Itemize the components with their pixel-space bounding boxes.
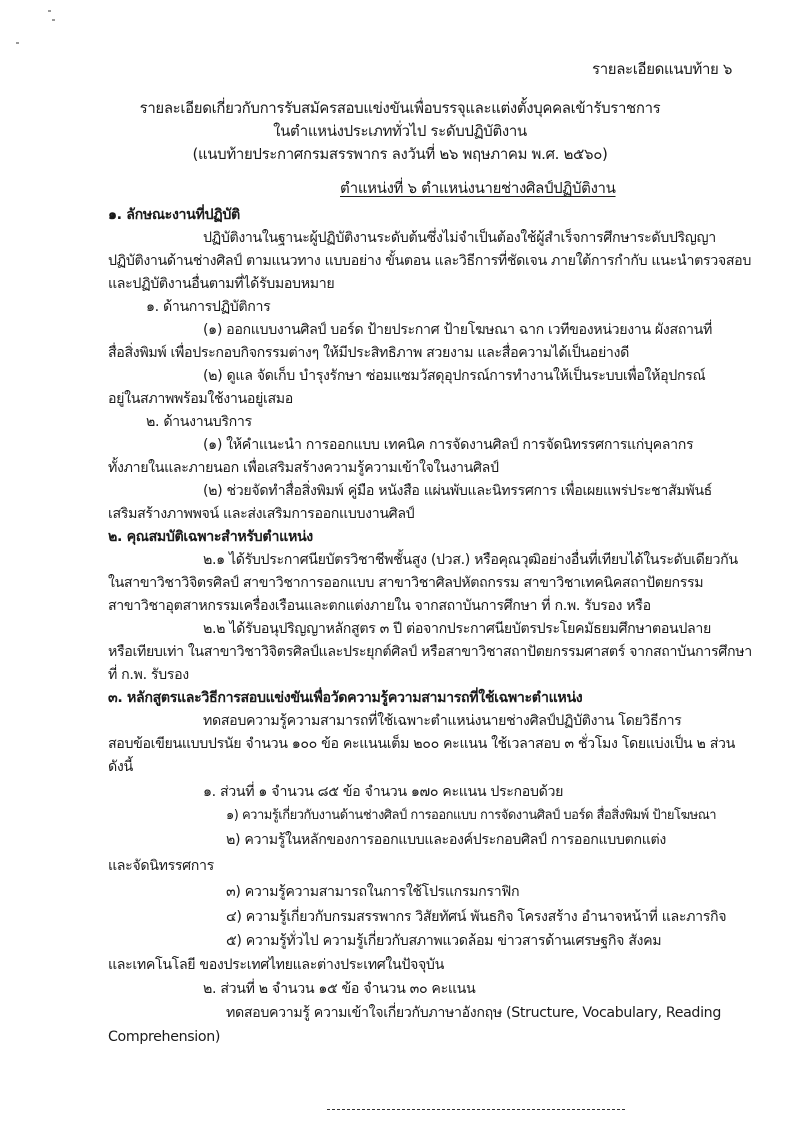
section1-intro-line: ปฏิบัติงานด้านช่างศิลป์ ตามแนวทาง แบบอย่าง ขั้นตอน และวิธีการที่ชัดเจน ภายใต้การกำกับ แนะนำตรวจสอบ — [108, 253, 752, 269]
section3-part1-item: ๔) ความรู้เกี่ยวกับกรมสรรพากร วิสัยทัศน์ พันธกิจ โครงสร้าง อำนาจหน้าที่ และภารกิจ — [226, 909, 727, 925]
section2-line: ในสาขาวิชาวิจิตรศิลป์ สาขาวิชาการออกแบบ สาขาวิชาศิลปหัตถกรรม สาขาวิชาเทคนิคสถาปัตยกรรม — [108, 575, 704, 591]
section3-part2-heading: ๒. ส่วนที่ ๒ จำนวน ๑๕ ข้อ จำนวน ๓๐ คะแนน — [203, 981, 476, 997]
section2-line: ที่ ก.พ. รับรอง — [108, 667, 189, 683]
section1-sub2-item: (๑) ให้คำแนะนำ การออกแบบ เทคนิค การจัดงานศิลป์ การจัดนิทรรศการแก่บุคลากร — [203, 437, 694, 453]
section3-part1-item: และเทคโนโลยี ของประเทศไทยและต่างประเทศในปัจจุบัน — [108, 957, 444, 973]
end-separator — [327, 1109, 625, 1110]
section3-part1-item: ๑) ความรู้เกี่ยวกับงานด้านช่างศิลป์ การออกแบบ การจัดงานศิลป์ บอร์ด สื่อสิ่งพิมพ์ ป้ายโฆษณา — [226, 808, 717, 823]
document-title-line2: ในตำแหน่งประเภททั่วไป ระดับปฏิบัติงาน — [273, 122, 527, 140]
section3-part1-item: ๒) ความรู้ในหลักของการออกแบบและองค์ประกอบศิลป์ การออกแบบตกแต่ง — [226, 832, 666, 848]
section1-intro-line: และปฏิบัติงานอื่นตามที่ได้รับมอบหมาย — [108, 276, 335, 292]
section2-heading: ๒. คุณสมบัติเฉพาะสำหรับตำแหน่ง — [108, 529, 313, 545]
section1-sub1-item: (๑) ออกแบบงานศิลป์ บอร์ด ป้ายประกาศ ป้ายโฆษณา ฉาก เวทีของหน่วยงาน ผังสถานที่ — [203, 322, 712, 338]
section3-part2-line: ทดสอบความรู้ ความเข้าใจเกี่ยวกับภาษาอังกฤษ (Structure, Vocabulary, Reading — [226, 1005, 721, 1021]
scan-artifact — [52, 19, 55, 21]
section3-intro-line: ดังนี้ — [108, 759, 133, 775]
section1-sub2-heading: ๒. ด้านงานบริการ — [146, 414, 252, 430]
scan-artifact — [48, 10, 51, 12]
section3-heading: ๓. หลักสูตรและวิธีการสอบแข่งขันเพื่อวัดความรู้ความสามารถที่ใช้เฉพาะตำแหน่ง — [108, 690, 583, 706]
section1-sub2-item: เสริมสร้างภาพพจน์ และส่งเสริมการออกแบบงานศิลป์ — [108, 506, 415, 522]
section2-line: หรือเทียบเท่า ในสาขาวิชาวิจิตรศิลป์และประยุกต์ศิลป์ หรือสาขาวิชาสถาปัตยกรรมศาสตร์ จากสถาบันการศึกษา — [108, 644, 752, 660]
section3-part1-heading: ๑. ส่วนที่ ๑ จำนวน ๘๕ ข้อ จำนวน ๑๗๐ คะแนน ประกอบด้วย — [203, 784, 564, 800]
position-title: ตำแหน่งที่ ๖ ตำแหน่งนายช่างศิลป์ปฏิบัติงาน — [340, 179, 616, 197]
section2-line: ๒.๒ ได้รับอนุปริญญาหลักสูตร ๓ ปี ต่อจากประกาศนียบัตรประโยคมัธยมศึกษาตอนปลาย — [203, 621, 711, 637]
scan-artifact — [16, 42, 19, 44]
section1-sub2-item: (๒) ช่วยจัดทำสื่อสิ่งพิมพ์ คู่มือ หนังสือ แผ่นพับและนิทรรศการ เพื่อเผยแพร่ประชาสัมพันธ์ — [203, 483, 712, 499]
document-title-line3: (แนบท้ายประกาศกรมสรรพากร ลงวันที่ ๒๖ พฤษภาคม พ.ศ. ๒๕๖๐) — [192, 145, 608, 163]
section1-sub1-item: สื่อสิ่งพิมพ์ เพื่อประกอบกิจกรรมต่างๆ ให้มีประสิทธิภาพ สวยงาม และสื่อความได้เป็นอย่างดี — [108, 345, 629, 361]
section3-part1-item: ๕) ความรู้ทั่วไป ความรู้เกี่ยวกับสภาพแวดล้อม ข่าวสารด้านเศรษฐกิจ สังคม — [226, 933, 662, 949]
section2-line: ๒.๑ ได้รับประกาศนียบัตรวิชาชีพชั้นสูง (ปวส.) หรือคุณวุฒิอย่างอื่นที่เทียบได้ในระดับเดียวกัน — [203, 552, 738, 568]
section3-intro-line: สอบข้อเขียนแบบปรนัย จำนวน ๑๐๐ ข้อ คะแนนเต็ม ๒๐๐ คะแนน ใช้เวลาสอบ ๓ ชั่วโมง โดยแบ่งเป็น ๒ ส่วน — [108, 736, 735, 752]
section1-sub1-heading: ๑. ด้านการปฏิบัติการ — [146, 299, 271, 315]
section1-sub1-item: (๒) ดูแล จัดเก็บ บำรุงรักษา ซ่อมแซมวัสดุอุปกรณ์การทำงานให้เป็นระบบเพื่อให้อุปกรณ์ — [203, 368, 706, 384]
section1-heading: ๑. ลักษณะงานที่ปฏิบัติ — [108, 207, 240, 223]
annex-label: รายละเอียดแนบท้าย ๖ — [592, 60, 733, 78]
section1-sub2-item: ทั้งภายในและภายนอก เพื่อเสริมสร้างความรู้ความเข้าใจในงานศิลป์ — [108, 460, 499, 476]
section2-line: สาขาวิชาอุตสาหกรรมเครื่องเรือนและตกแต่งภายใน จากสถาบันการศึกษา ที่ ก.พ. รับรอง หรือ — [108, 598, 651, 614]
section3-part1-item: ๓) ความรู้ความสามารถในการใช้โปรแกรมกราฟิก — [226, 884, 520, 900]
section1-intro-line: ปฏิบัติงานในฐานะผู้ปฏิบัติงานระดับต้นซึ่งไม่จำเป็นต้องใช้ผู้สำเร็จการศึกษาระดับปริญญา — [203, 230, 716, 246]
document-title-line1: รายละเอียดเกี่ยวกับการรับสมัครสอบแข่งขันเพื่อบรรจุและแต่งตั้งบุคคลเข้ารับราชการ — [139, 99, 661, 117]
section1-sub1-item: อยู่ในสภาพพร้อมใช้งานอยู่เสมอ — [108, 391, 293, 407]
section3-part1-item: และจัดนิทรรศการ — [108, 858, 214, 874]
section3-part2-line: Comprehension) — [108, 1029, 221, 1045]
section3-intro-line: ทดสอบความรู้ความสามารถที่ใช้เฉพาะตำแหน่งนายช่างศิลป์ปฏิบัติงาน โดยวิธีการ — [203, 713, 682, 729]
